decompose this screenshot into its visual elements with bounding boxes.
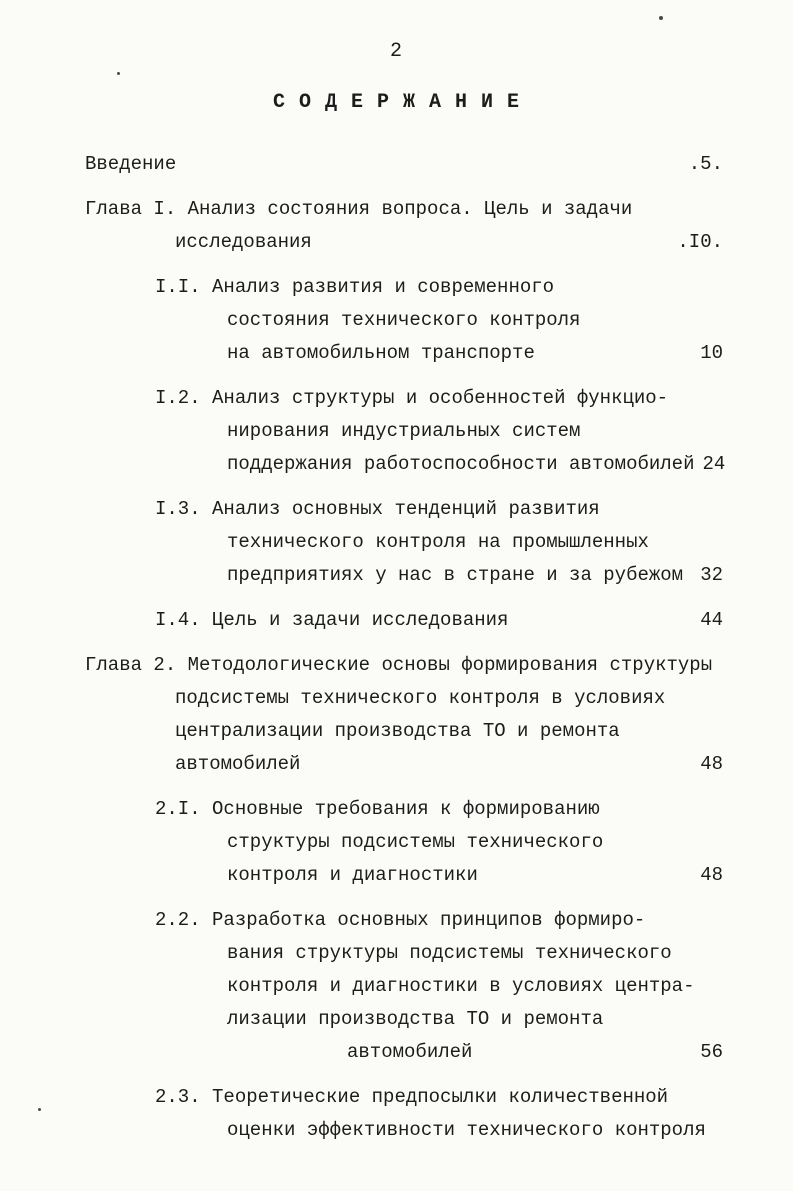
toc-line-text: централизации производства ТО и ремонта	[175, 720, 620, 742]
page-title: С О Д Е Р Ж А Н И Е	[272, 91, 521, 114]
toc-page-ref: 48	[700, 753, 723, 775]
toc-line	[85, 382, 723, 415]
toc-line-text: поддержания работоспособности автомобилей	[227, 453, 695, 475]
toc-line	[85, 904, 723, 937]
toc-line-text: I.4. Цель и задачи исследования	[155, 609, 509, 631]
toc-line	[85, 604, 723, 637]
toc-line-text: вания структуры подсистемы технического	[227, 942, 672, 964]
toc-line	[85, 1081, 723, 1114]
toc-line-text: подсистемы технического контроля в условиях	[175, 687, 666, 709]
toc-line	[85, 304, 723, 337]
toc-line-text: I.2. Анализ структуры и особенностей функцио-	[155, 387, 669, 409]
toc-line	[85, 1114, 723, 1147]
toc	[0, 148, 793, 1147]
toc-line	[85, 559, 723, 592]
toc-line	[85, 415, 723, 448]
toc-line-text: I.I. Анализ развития и современного	[155, 276, 555, 298]
toc-line	[85, 526, 723, 559]
toc-line	[85, 493, 723, 526]
toc-line-text: I.3. Анализ основных тенденций развития	[155, 498, 600, 520]
toc-line-text: автомобилей	[175, 753, 301, 775]
toc-entry	[85, 649, 723, 781]
toc-page-ref: 56	[700, 1041, 723, 1063]
toc-line	[85, 1036, 723, 1069]
toc-line	[85, 148, 723, 181]
toc-page-ref: .5.	[688, 153, 723, 175]
toc-entry	[85, 271, 723, 370]
toc-line-text: структуры подсистемы технического	[227, 831, 604, 853]
toc-line-text: предприятиях у нас в стране и за рубежом	[227, 564, 684, 586]
toc-line-text: состояния технического контроля	[227, 309, 581, 331]
toc-page-ref: 10	[700, 342, 723, 364]
toc-line	[85, 970, 723, 1003]
toc-entry	[85, 193, 723, 259]
toc-entry	[85, 382, 726, 481]
toc-entry	[85, 148, 723, 181]
toc-line-text: Глава 2. Методологические основы формирования структуры	[85, 654, 713, 676]
scan-speck	[117, 72, 120, 75]
page-number: 2	[389, 40, 403, 63]
toc-entry	[85, 793, 723, 892]
toc-entry	[85, 1081, 723, 1147]
toc-line	[85, 193, 723, 226]
toc-entry	[85, 604, 723, 637]
toc-entry	[85, 493, 723, 592]
toc-line	[85, 859, 723, 892]
toc-line-text: 2.3. Теоретические предпосылки количественной	[155, 1086, 669, 1108]
toc-line	[85, 748, 723, 781]
toc-line-text: нирования индустриальных систем	[227, 420, 581, 442]
toc-line-text: технического контроля на промышленных	[227, 531, 649, 553]
toc-line-text: Введение	[85, 153, 177, 175]
toc-line	[85, 715, 723, 748]
toc-line	[85, 337, 723, 370]
toc-line	[85, 448, 726, 481]
toc-line	[85, 682, 723, 715]
toc-line-text: оценки эффективности технического контроля	[227, 1119, 706, 1141]
toc-page-ref: 32	[700, 564, 723, 586]
toc-page-ref: 44	[700, 609, 723, 631]
toc-line-text: исследования	[175, 231, 312, 253]
scan-speck	[38, 1108, 41, 1111]
toc-page-ref: .I0.	[677, 231, 723, 253]
toc-line-text: Глава I. Анализ состояния вопроса. Цель и задачи	[85, 198, 633, 220]
toc-line	[85, 226, 723, 259]
toc-line-text: лизации производства ТО и ремонта	[227, 1008, 604, 1030]
toc-entry	[85, 904, 723, 1069]
toc-line-text: 2.2. Разработка основных принципов формиро-	[155, 909, 646, 931]
toc-line	[85, 1003, 723, 1036]
toc-line	[85, 649, 723, 682]
toc-line-text: контроля и диагностики	[227, 864, 478, 886]
toc-line	[85, 271, 723, 304]
toc-page-ref: 48	[700, 864, 723, 886]
toc-line	[85, 826, 723, 859]
toc-line	[85, 793, 723, 826]
toc-line	[85, 937, 723, 970]
toc-line-text: автомобилей	[347, 1041, 473, 1063]
toc-line-text: контроля и диагностики в условиях центра-	[227, 975, 695, 997]
toc-line-text: на автомобильном транспорте	[227, 342, 535, 364]
scan-speck	[659, 16, 663, 20]
toc-page-ref: 24	[702, 453, 726, 475]
toc-line-text: 2.I. Основные требования к формированию	[155, 798, 600, 820]
